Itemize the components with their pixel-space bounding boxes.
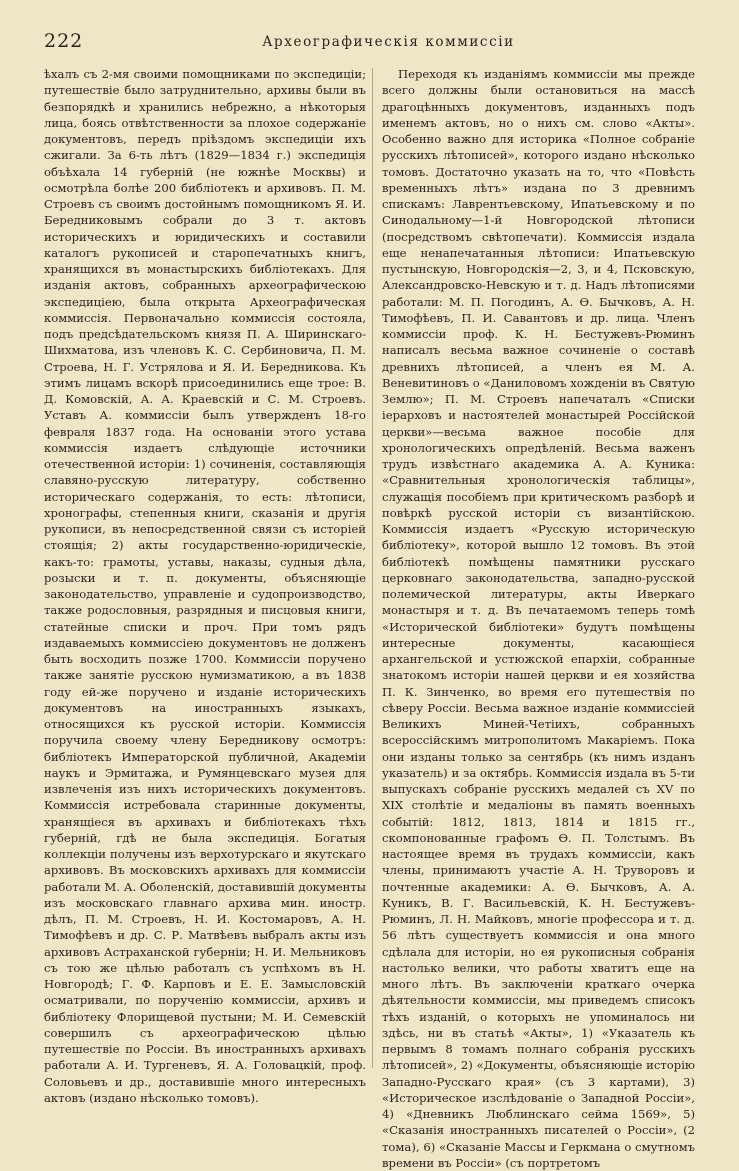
running-title: Археографическія коммиссіи: [262, 34, 515, 50]
page-number: 222: [44, 30, 84, 52]
left-column-text: ѣхалъ съ 2-мя своими помощниками по экспедиціи; путешествіе было затруднительно, архивы были въ безпорядкѣ и хранились небрежно, а нѣкоторыя лица, боясь отвѣтственности за плохое содержаніе документовъ, передъ пріѣздомъ экспедиціи ихъ сжигали. За 6-ть лѣтъ (1829—1834 г.) экспедиція объѣхала 14 губерній (не южнѣе Москвы) и осмотрѣла болѣе 200 библіотекъ и архивовъ. П. М. Строевъ съ своимъ достойнымъ помощникомъ Я. И. Бередниковымъ собрали до 3 т. актовъ историческихъ и юридическихъ и составили каталогъ рукописей и старопечатныхъ книгъ, хранящихся въ монастырскихъ библіотекахъ. Для изданія актовъ, собранныхъ археографическою экспедиціею, была открыта Археографическая коммиссія. Первоначально коммиссія состояла, подъ предсѣдательскомъ князя П. А. Ширинскаго-Шихматова, изъ членовъ К. С. Сербиновича, П. М. Строева, Н. Г. Устрялова и Я. И. Бередникова. Къ этимъ лицамъ вскорѣ присоединились еще трое: В. Д. Комовскій, А. А. Краевскій и С. М. Строевъ. Уставъ А. коммиссіи былъ утвержденъ 18-го февраля 1837 года. На основаніи этого устава коммиссія издаетъ слѣдующіе источники отечественной исторіи: 1) сочиненія, составляющія славяно-русскую литературу, собственно историческаго содержанія, то есть: лѣтописи, хронографы, степенныя книги, сказанія и другія рукописи, въ непосредственной связи съ исторіей стоящія; 2) акты государственно-юридическіе, какъ-то: грамоты, уставы, наказы, судныя дѣла, розыски и т. п. документы, объясняющіе законодательство, управленіе и судопроизводство, также родословныя, разрядныя и писцовыя книги, статейные списки и проч. При томъ рядъ издаваемыхъ коммиссіею документовъ не долженъ быть восходить позже 1700. Коммиссіи поручено также занятіе русскою нумизматикою, а въ 1838 году ей-же поручено и изданіе историческихъ документовъ на иностранныхъ языкахъ, относящихся къ русской исторіи. Коммиссія поручила своему члену Бередникову осмотръ: библіотекъ Императорской публичной, Академіи наукъ и Эрмитажа, и Румянцевскаго музея для извлеченія изъ нихъ историческихъ документовъ. Коммиссія истребовала старинные документы, хранящіеся въ архивахъ и библіотекахъ тѣхъ губерній, гдѣ не была экспедиція. Богатыя коллекціи получены изъ верхотурскаго и якутскаго архивовъ. Въ московскихъ архивахъ для коммиссіи работали М. А. Оболенскій, доставившій документы изъ московскаго главнаго архива мин. иностр. дѣлъ, П. М. Строевъ, Н. И. Костомаровъ, А. Н. Тимофѣевъ и др. С. Р. Матвѣевъ выбралъ акты изъ архивовъ Астраханской губерніи; Н. И. Мельниковъ съ тою же цѣлью работалъ съ успѣхомъ въ Н. Новгородѣ; Г. Ф. Карповъ и Е. Е. Замысловскій осматривали, по порученію коммиссіи, архивъ и библіотеку Флорищевой пустыни; М. И. Семевскій совершилъ съ археографическою цѣлью путешествіе по Россіи. Въ иностранныхъ архивахъ работали А. И. Тургеневъ, Я. А. Головацкій, проф. Соловьевъ и др., доставившіе много интересныхъ актовъ (издано нѣсколько томовъ).: [44, 67, 366, 1105]
page-header: [44, 30, 693, 60]
column-divider: [372, 68, 373, 1068]
left-column: [44, 66, 366, 1105]
right-column-text: Переходя къ изданіямъ коммиссіи мы прежде всего должны были остановиться на массѣ драгоцѣнныхъ документовъ, изданныхъ подъ именемъ актовъ, но о нихъ см. слово «Акты». Особенно важно для историка «Полное собраніе русскихъ лѣтописей», которого издано нѣсколько томовъ. Достаточно указать на то, что «Повѣсть временныхъ лѣтъ» издана по 3 древнимъ спискамъ: Лаврентьевскому, Ипатьевскому и по Синодальному—1-й Новгородской лѣтописи (посредствомъ свѣтопечати). Коммиссія издала еще ненапечатанныя лѣтописи: Ипатьевскую пустынскую, Новгородскія—2, 3, и 4, Псковскую, Александровско-Невскую и т. д. Надъ лѣтописями работали: М. П. Погодинъ, А. Ѳ. Бычковъ, А. Н. Тимофѣевъ, П. И. Савантовъ и др. лица. Членъ коммиссіи проф. К. Н. Бестужевъ-Рюминъ написалъ весьма важное сочиненіе о составѣ древнихъ лѣтописей, а членъ ея М. А. Веневитиновъ о «Даниловомъ хожденіи въ Святую Землю»; П. М. Строевъ напечаталъ «Списки іерарховъ и настоятелей монастырей Россійской церкви»—весьма важное пособіе для хронологическихъ опредѣленій. Весьма важенъ трудъ извѣстнаго академика А. А. Куника: «Сравнительныя хронологическія таблицы», служащія пособіемъ при критическомъ разборѣ и повѣркѣ русской исторіи съ византійскою. Коммиссія издаетъ «Русскую историческую библіотеку», которой вышло 12 томовъ. Въ этой библіотекѣ помѣщены памятники русскаго церковнаго законодательства, западно-русской полемической литературы, акты Иверкаго монастыря и т. д. Въ печатаемомъ теперь томѣ «Исторической библіотеки» будутъ помѣщены интересные документы, касающіеся архангельской и устюжской епархіи, собранные знатокомъ исторіи нашей церкви и ея хозяйства П. К. Зинченко, во время его путешествія по сѣверу Россіи. Весьма важное изданіе коммиссіей Великихъ Миней-Четіихъ, собранныхъ всероссійскимъ митрополитомъ Макаріемъ. Пока они изданы только за сентябрь (къ нимъ изданъ указатель) и за октябрь. Коммиссія издала въ 5-ти выпускахъ собраніе русскихъ медалей съ XV по XIX столѣтіе и медаліоны въ память военныхъ событій: 1812, 1813, 1814 и 1815 гг., скомпонованные графомъ Ѳ. П. Толстымъ. Въ настоящее время въ трудахъ коммиссіи, какъ члены, принимаютъ участіе А. Н. Труворовъ и почтенные академики: А. Ѳ. Бычковъ, А. А. Куникъ, В. Г. Васильевскій, К. Н. Бестужевъ-Рюминъ, Л. Н. Майковъ, многіе профессора и т. д. 56 лѣтъ существуетъ коммиссія и она много сдѣлала для исторіи, но ея рукописныя собранія настолько велики, что работы хватитъ еще на много лѣтъ. Въ заключеніи краткаго очерка дѣятельности коммиссіи, мы приведемъ списокъ тѣхъ изданій, о которыхъ не упоминалось ни здѣсь, ни въ статьѣ «Акты», 1) «Указатель къ первымъ 8 томамъ полнаго собранія русскихъ лѣтописей», 2) «Документы, объясняющіе исторію Западно-Русскаго края» (съ 3 картами), 3) «Историческое изслѣдованіе о Западной Россіи», 4) «Дневникъ Люблинскаго сейма 1569», 5) «Сказанія иностранныхъ писателей о Россіи», (2 тома), 6) «Сказаніе Массы и Геркмана о смутномъ времени въ Россіи» (съ портретомъ: [382, 67, 695, 1170]
text-columns: [44, 66, 695, 1170]
right-column: [382, 66, 695, 1170]
